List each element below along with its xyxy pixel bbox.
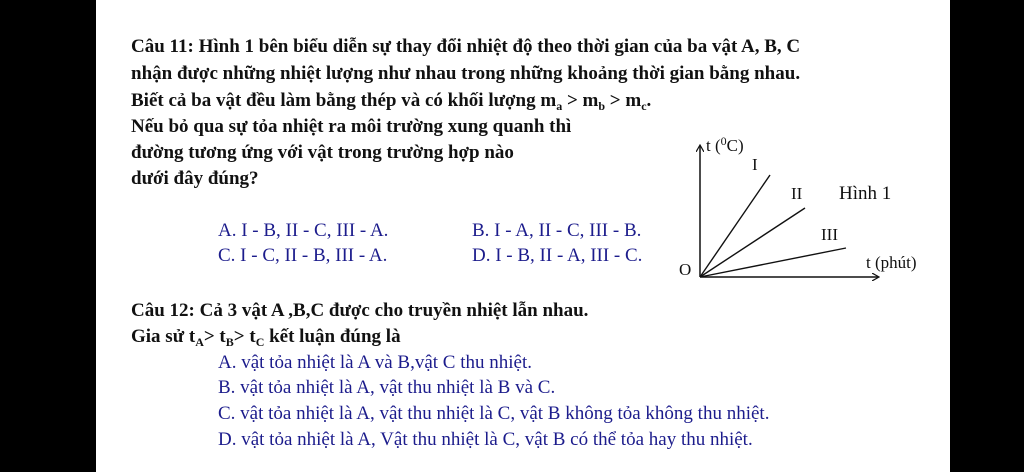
q11-line-3-text: Biết cả ba vật đều làm bằng thép và có khối lượng m — [131, 90, 557, 111]
origin-label: O — [679, 260, 692, 279]
q11-line-2: nhận được những nhiệt lượng như nhau trong những khoảng thời gian bằng nhau. — [131, 63, 801, 84]
line-III-label: III — [821, 225, 838, 244]
line-3-end: . — [646, 90, 652, 111]
line-I — [700, 175, 770, 277]
q11-option-a[interactable]: A. I - B, II - C, III - A. — [218, 220, 389, 241]
line-II-label: II — [791, 184, 803, 203]
t-b-subscript: B — [225, 335, 234, 349]
q12-option-d[interactable]: D. vật tỏa nhiệt là A, Vật thu nhiệt là C, vật B có thể tỏa hay thu nhiệt. — [218, 429, 753, 450]
degree-superscript: 0 — [720, 134, 727, 148]
t-c-subscript: C — [255, 335, 265, 349]
q12-option-b[interactable]: B. vật tỏa nhiệt là A, vật thu nhiệt là B và C. — [218, 377, 556, 398]
y-axis-label — [706, 136, 744, 156]
y-axis-label-post: C) — [726, 136, 744, 155]
q12-line-2 — [131, 325, 401, 349]
greater-than-1: > m — [562, 90, 599, 111]
greater-than-2: > m — [605, 90, 642, 111]
line-I-label: I — [752, 155, 758, 174]
q11-option-c[interactable]: C. I - C, II - B, III - A. — [218, 245, 388, 266]
y-axis-label-pre: t ( — [706, 136, 721, 155]
q11-line-1: Câu 11: Hình 1 bên biểu diễn sự thay đổi nhiệt độ theo thời gian của ba vật A, B, C — [131, 36, 801, 57]
q11-option-b[interactable]: B. I - A, II - C, III - B. — [472, 220, 642, 241]
q12-line-1: Câu 12: Cả 3 vật A ,B,C được cho truyền nhiệt lẫn nhau. — [131, 300, 589, 321]
q11-line-4: Nếu bỏ qua sự tỏa nhiệt ra môi trường xung quanh thì — [131, 116, 572, 137]
mass-c-subscript: c — [641, 99, 647, 113]
q12-option-c[interactable]: C. vật tỏa nhiệt là A, vật thu nhiệt là C, vật B không tỏa không thu nhiệt. — [218, 403, 770, 424]
q11-line-5: đường tương ứng với vật trong trường hợp nào — [131, 142, 514, 163]
q11-option-d[interactable]: D. I - B, II - A, III - C. — [472, 245, 643, 266]
mass-b-subscript: b — [598, 99, 606, 113]
q12-option-a[interactable]: A. vật tỏa nhiệt là A và B,vật C thu nhiệt. — [218, 352, 532, 373]
t-a-subscript: A — [195, 335, 204, 349]
figure-caption: Hình 1 — [839, 183, 892, 204]
q12-line-2-post: kết luận đúng là — [264, 326, 401, 347]
q12-greater-than-2: > t — [233, 326, 256, 347]
q11-line-6: dưới đây đúng? — [131, 168, 259, 189]
mass-a-subscript: a — [556, 99, 563, 113]
x-axis-label: t (phút) — [866, 253, 917, 272]
q12-line-2-pre: Gia sử t — [131, 326, 196, 347]
q12-greater-than-1: > t — [203, 326, 226, 347]
